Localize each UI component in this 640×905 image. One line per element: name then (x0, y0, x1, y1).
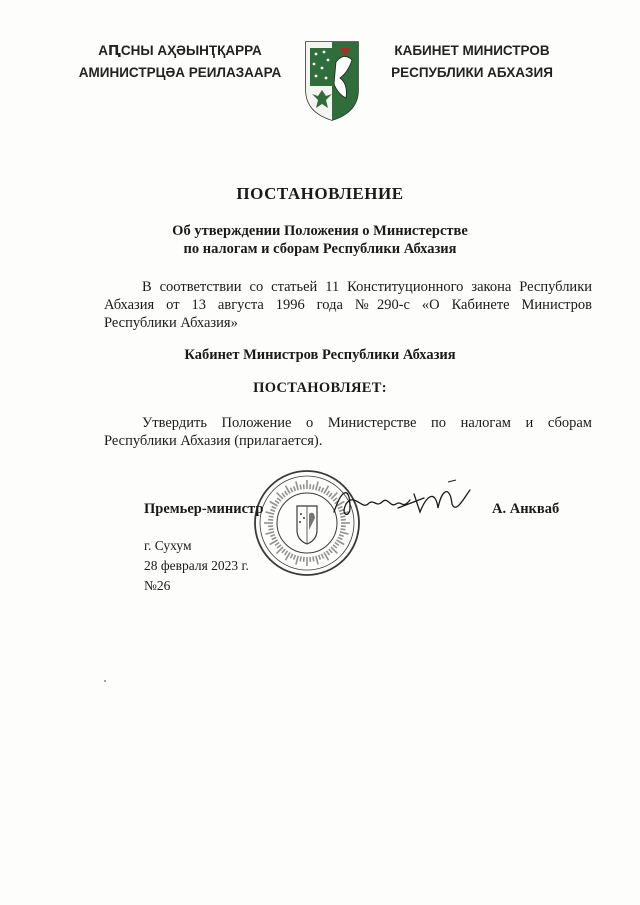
document-date: 28 февраля 2023 г. (144, 558, 249, 573)
subject-line-1: Об утверждении Положения о Министерстве (172, 223, 468, 239)
signatory-name: А. Анкваб (492, 501, 560, 517)
header-abkhaz-title (74, 40, 286, 84)
document-number: №26 (144, 578, 171, 593)
preamble-line-3: Республики Абхазия» (104, 315, 238, 331)
resolution-paragraph (104, 414, 592, 450)
header-left-line-1: АԤСНЫ АҲӘЫНҬҚАРРА (98, 43, 262, 58)
header-right-line-1: КАБИНЕТ МИНИСТРОВ (394, 43, 550, 58)
issuing-body: Кабинет Министров Республики Абхазия (184, 347, 456, 363)
document-place: г. Сухум (144, 538, 192, 553)
header-left-line-2: АМИНИСТРЦӘА РЕИЛАЗААРА (78, 65, 282, 80)
signatory-position: Премьер-министр (144, 501, 264, 517)
preamble-line-1: В соответствии со статьей 11 Конституционного закона Республики (142, 279, 592, 295)
subject-line-2: по налогам и сборам Республики Абхазия (183, 241, 457, 257)
scan-speck (104, 680, 106, 682)
decree-heading: ПОСТАНОВЛЯЕТ: (253, 380, 387, 396)
header-right-line-2: РЕСПУБЛИКИ АБХАЗИЯ (391, 65, 553, 80)
document-title: ПОСТАНОВЛЕНИЕ (236, 184, 404, 203)
preamble-paragraph (104, 278, 592, 332)
resolution-line-1: Утвердить Положение о Министерстве по налогам и сборам (142, 415, 592, 431)
preamble-line-2: Абхазия от 13 августа 1996 года №290-с «О Кабинете Министров (104, 297, 592, 313)
header-russian-title (372, 40, 572, 84)
document-subject (0, 222, 640, 258)
handwritten-signature-icon (328, 478, 478, 528)
resolution-line-2: Республики Абхазия (прилагается). (104, 433, 323, 449)
abkhazia-emblem-icon (302, 38, 362, 122)
